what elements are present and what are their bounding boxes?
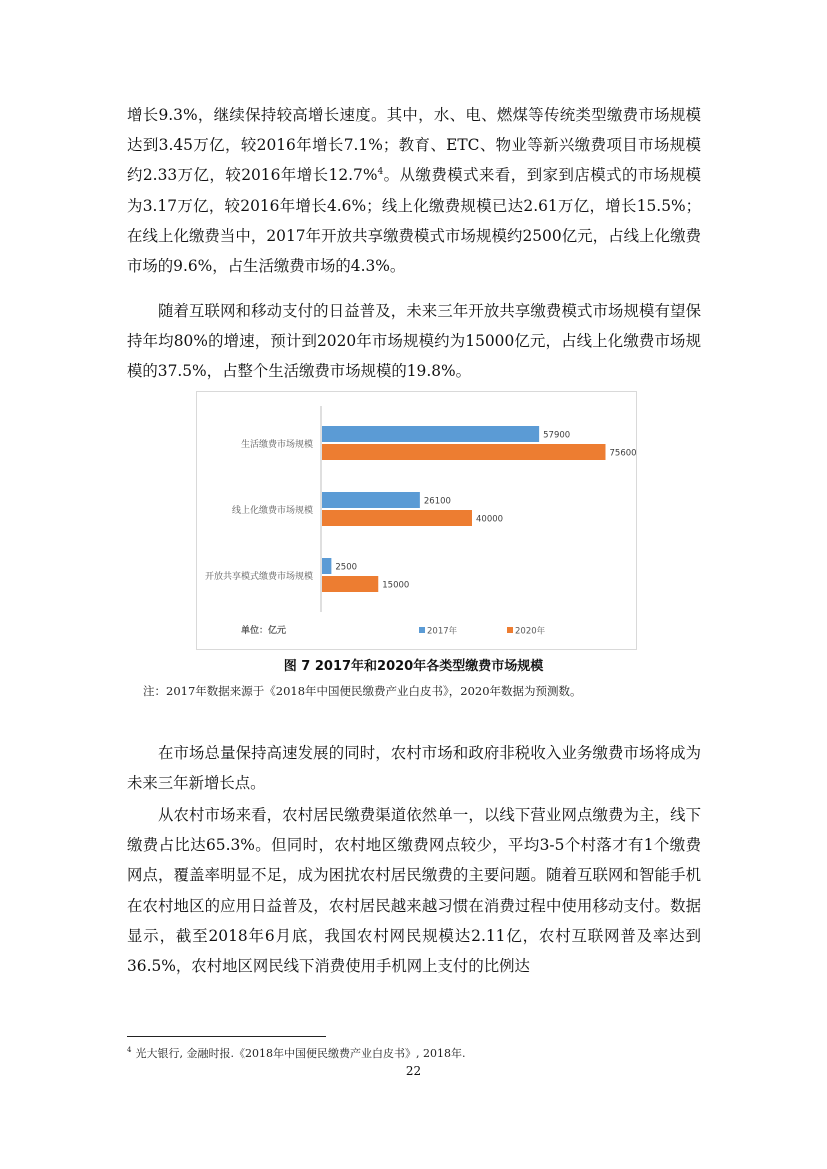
paragraph-2: 随着互联网和移动支付的日益普及，未来三年开放共享缴费模式市场规模有望保持年均80%的增速，预计到2020年市场规模约为15000亿元，占线上化缴费市场规模的37.5%，占整个生活缴费市场规模的19.8%。: [127, 302, 701, 381]
legend-swatch: [419, 627, 425, 633]
bar-2017: [322, 492, 420, 508]
paragraph-1-continued: 。从缴费模式来看，到家到店模式的市场规模为3.17万亿，较2016年增长4.6%；线上化缴费规模已达2.61万亿，增长15.5%；在线上化缴费当中，2017年开放共享缴费模式市场规模约2500亿元，占线上化缴费市场的9.6%，占生活缴费市场的4.3%。: [127, 166, 701, 276]
data-label: 57900: [543, 430, 571, 441]
legend-label: 2020年: [515, 626, 546, 637]
bar-2020: [322, 444, 606, 460]
unit-label: 单位：亿元: [241, 626, 287, 636]
bar-2017: [322, 558, 331, 574]
footnote-marker: 4: [127, 1046, 132, 1055]
figure-note: 注：2017年数据来源于《2018年中国便民缴费产业白皮书》，2020年数据为预测数。: [143, 684, 582, 698]
footnote: [127, 1045, 465, 1061]
paragraph-1: [127, 100, 701, 281]
data-label: 2500: [335, 562, 358, 573]
page-number: 22: [405, 1064, 422, 1078]
bar-2017: [322, 426, 539, 442]
paragraph-3: 在市场总量保持高速发展的同时，农村市场和政府非税收入业务缴费市场将成为未来三年新增长点。: [127, 744, 701, 793]
category-label: 开放共享模式缴费市场规模: [204, 572, 313, 582]
bar-2020: [322, 576, 378, 592]
paragraph-1-text: 增长9.3%，继续保持较高增长速度。其中，水、电、燃煤等传统类型缴费市场规模达到3.45万亿，较2016年增长7.1%；教育、ETC、物业等新兴缴费项目市场规模约2.33万亿，较2016年增长12.7%: [127, 106, 701, 185]
figure-caption: 图 7 2017年和2020年各类型缴费市场规模: [283, 659, 544, 674]
bar-chart: [197, 392, 636, 649]
footnote-reference[interactable]: 4: [377, 167, 384, 178]
category-label: 线上化缴费市场规模: [231, 506, 313, 516]
chart-container: [196, 391, 637, 650]
bar-2020: [322, 510, 472, 526]
category-label: 生活缴费市场规模: [240, 440, 313, 450]
legend-label: 2017年: [427, 626, 458, 637]
footnote-text: 光大银行, 金融时报.《2018年中国便民缴费产业白皮书》, 2018年.: [135, 1047, 466, 1060]
paragraph-4: 从农村市场来看，农村居民缴费渠道依然单一，以线下营业网点缴费为主，线下缴费占比达65.3%。但同时，农村地区缴费网点较少，平均3-5个村落才有1个缴费网点，覆盖率明显不足，成为困扰农村居民缴费的主要问题。随着互联网和智能手机在农村地区的应用日益普及，农村居民越来越习惯在消费过程中使用移动支付。数据显示，截至2018年6月底，我国农村网民规模达2.11亿，农村互联网普及率达到36.5%，农村地区网民线下消费使用手机网上支付的比例达: [127, 806, 701, 976]
data-label: 40000: [476, 514, 504, 525]
data-label: 15000: [382, 580, 410, 591]
legend-swatch: [507, 627, 513, 633]
data-label: 75600: [609, 448, 636, 459]
data-label: 26100: [423, 496, 451, 507]
footnote-divider: [127, 1036, 326, 1037]
